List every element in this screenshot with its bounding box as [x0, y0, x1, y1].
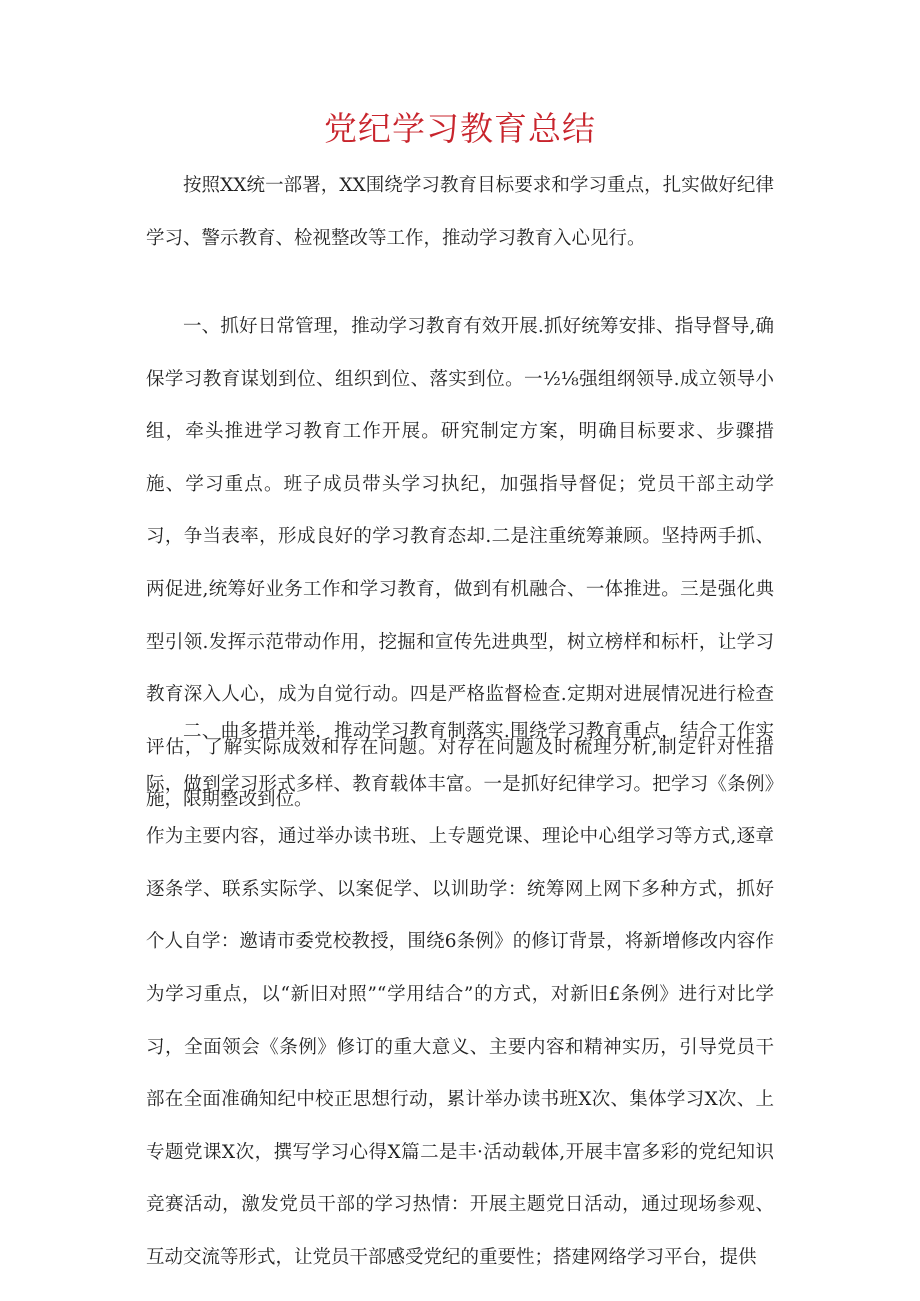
- document-title: 党纪学习教育总结: [324, 109, 596, 148]
- paragraph-section-two: 二、曲多措并举，推动学习教育制落实.围绕学习教育重点，结合工作实际，做到学习形式多样、教育载体丰富。一是抓好纪律学习。把学习《条例》作为主要内容，通过举办读书班、上专题党课、理论中心组学习等方式,逐章逐条学、联系实际学、以案促学、以训助学：统筹网上网下多种方式，抓好个人自学：邀请市委党校教授，围绕6条例》的修订背景，将新增修改内容作为学习重点，以“新旧对照”“学用结合”的方式，对新旧£条例》进行对比学习，全面领会《条例》修订的重大意义、主要内容和精神实历，引导党员干部在全面准确知纪中校正思想行动，累计举办读书班X次、集体学习X次、上专题党课X次，撰写学习心得X篇二是丰·活动载体,开展丰富多彩的党纪知识竞赛活动，激发党员干部的学习热情：开展主题党日活动，通过现场参观、互动交流等形式，让党员干部感受党纪的重要性；搭建网络学习平台，提供: [146, 721, 774, 1268]
- paragraph-section-one: 一、抓好日常管理，推动学习教育有效开展.抓好统筹安排、指导督导,确保学习教育谋划到位、组织到位、落实到位。一½⅛强组纲领导.成立领导小组，牵头推进学习教育工作开展。研究制定方案，明确目标要求、步骤措施、学习重点。班子成员带头学习执纪，加强指导督促；党员干部主动学习，争当表率，形成良好的学习教育态却.二是注重统筹兼顾。坚持两手抓、两促进,统筹好业务工作和学习教育，做到有机融合、一体推进。三是强化典型引领.发挥示范带动作用，挖掘和宣传先进典型，树立榜样和标杆，让学习教育深入人心，成为自觉行动。四是严格监督检查.定期对进展情况进行检查评估，了解实际成效和存在问题。对存在问题及时梳理分析,制定针对性措施，限期整改到位。: [146, 316, 774, 811]
- paragraph-intro: 按照XX统一部署，XX围绕学习教育目标要求和学习重点，扎实做好纪律学习、警示教育、检视整改等工作，推动学习教育入心见行。: [146, 175, 774, 249]
